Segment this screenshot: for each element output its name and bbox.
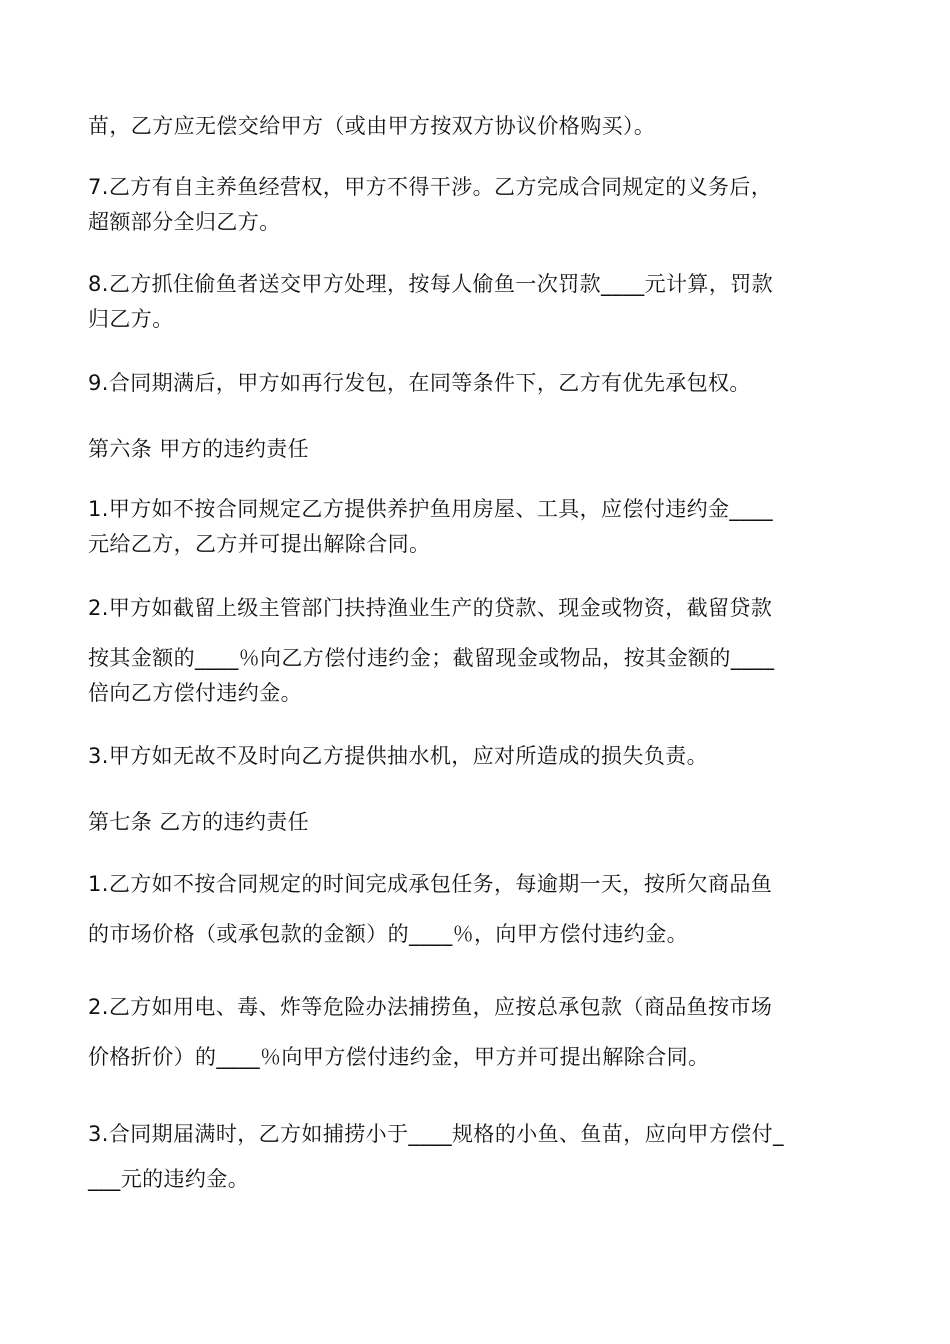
- text-line: 8.乙方抓住偷鱼者送交甲方处理，按每人偷鱼一次罚款____元计算，罚款: [88, 272, 774, 296]
- article-6-heading: [88, 437, 878, 461]
- text-line: 1.乙方如不按合同规定的时间完成承包任务，每逾期一天，按所欠商品鱼: [88, 872, 773, 896]
- article-6-clause-1: [88, 497, 878, 556]
- text-line: 归乙方。: [88, 307, 174, 331]
- article-7-clause-2: [88, 995, 878, 1069]
- article-6-clause-2: [88, 596, 878, 705]
- text-line: 超额部分全归乙方。: [88, 210, 281, 234]
- article-6-clause-3: [88, 744, 878, 768]
- article-7-clause-3: [88, 1122, 878, 1191]
- text-line: 3.甲方如无故不及时向乙方提供抽水机，应对所造成的损失负责。: [88, 744, 709, 768]
- text-line: 1.甲方如不按合同规定乙方提供养护鱼用房屋、工具，应偿付违约金____: [88, 497, 774, 521]
- text-line: 第七条 乙方的违约责任: [88, 810, 310, 834]
- text-line: 苗，乙方应无偿交给甲方（或由甲方按双方协议价格购买）。: [88, 114, 656, 138]
- text-line: 按其金额的____％向乙方偿付违约金；截留现金或物品，按其金额的____: [88, 646, 775, 670]
- clause-8-paragraph: [88, 272, 878, 331]
- text-line: 7.乙方有自主养鱼经营权，甲方不得干涉。乙方完成合同规定的义务后，: [88, 175, 773, 199]
- paragraph-continuation: [88, 114, 878, 138]
- article-7-heading: [88, 810, 878, 834]
- clause-7-paragraph: [88, 175, 878, 234]
- article-7-clause-1: [88, 872, 878, 946]
- text-line: 元给乙方，乙方并可提出解除合同。: [88, 532, 431, 556]
- text-line: 倍向乙方偿付违约金。: [88, 681, 302, 705]
- text-line: ___元的违约金。: [88, 1167, 250, 1191]
- text-line: 9.合同期满后，甲方如再行发包，在同等条件下，乙方有优先承包权。: [88, 371, 751, 395]
- text-line: 价格折价）的____％向甲方偿付违约金，甲方并可提出解除合同。: [88, 1045, 710, 1069]
- clause-9-paragraph: [88, 371, 878, 395]
- text-line: 第六条 甲方的违约责任: [88, 437, 310, 461]
- text-line: 2.甲方如截留上级主管部门扶持渔业生产的贷款、现金或物资，截留贷款: [88, 596, 773, 620]
- text-line: 3.合同期届满时，乙方如捕捞小于____规格的小鱼、鱼苗，应向甲方偿付_: [88, 1122, 784, 1146]
- text-line: 2.乙方如用电、毒、炸等危险办法捕捞鱼，应按总承包款（商品鱼按市场: [88, 995, 773, 1019]
- text-line: 的市场价格（或承包款的金额）的____％，向甲方偿付违约金。: [88, 922, 688, 946]
